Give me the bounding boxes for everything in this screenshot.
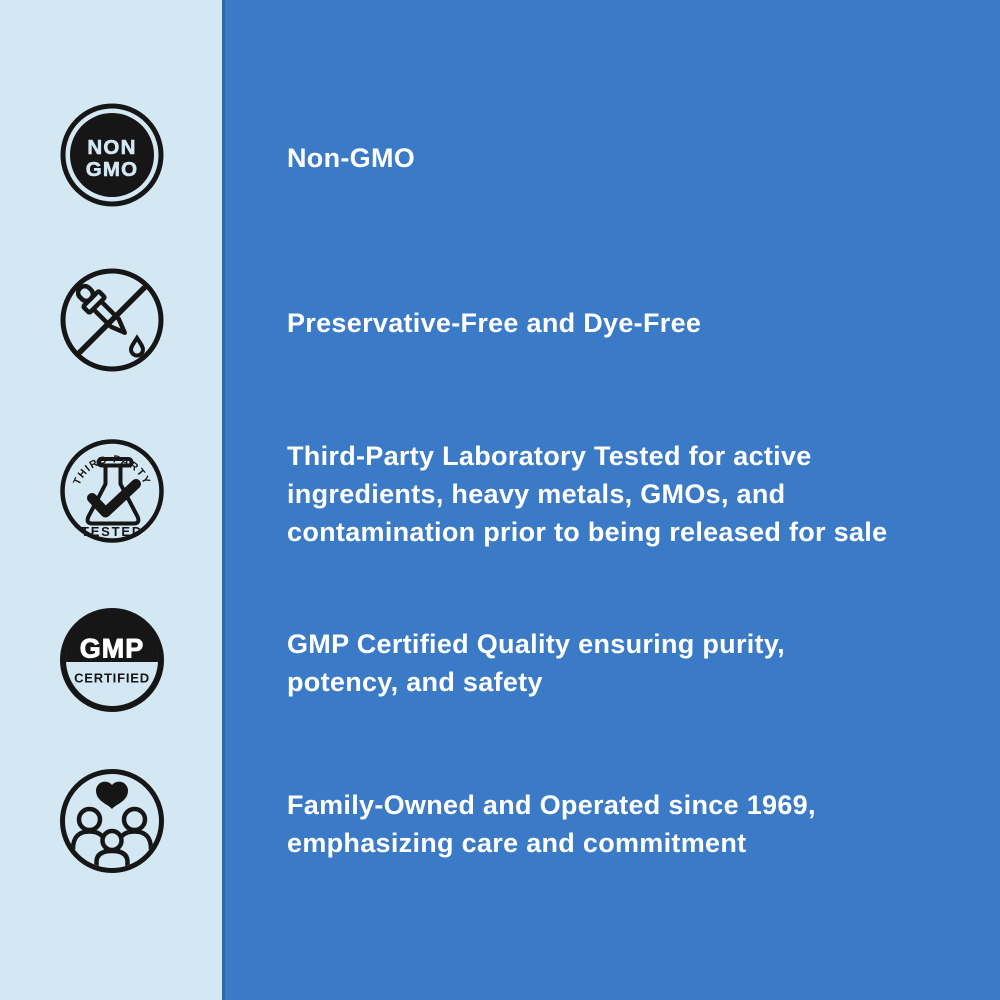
third-party-tested-icon: [60, 439, 164, 543]
feature-text-gmp: [287, 625, 785, 701]
feature-line: Non-GMO: [287, 143, 416, 173]
feature-text-family: [287, 786, 816, 862]
third-party-arc-text: THIRD PARTY: [71, 453, 153, 487]
feature-line: ingredients, heavy metals, GMOs, and: [287, 479, 786, 509]
third-party-bottom-text: TESTED: [80, 524, 144, 539]
heart-icon: [96, 782, 128, 809]
family-owned-icon: [60, 769, 164, 873]
feature-line: emphasizing care and commitment: [287, 828, 747, 858]
gmp-top-text: GMP: [79, 633, 145, 664]
no-dropper-icon: [60, 268, 164, 372]
feature-text-third-party: [287, 437, 887, 551]
gmp-certified-icon: [60, 608, 164, 712]
feature-row-third-party: [0, 439, 1000, 547]
feature-line: contamination prior to being released for sale: [287, 517, 888, 547]
gmp-bottom-text: CERTIFIED: [74, 670, 150, 686]
feature-line: Family-Owned and Operated since 1969,: [287, 790, 816, 820]
feature-line: potency, and safety: [287, 667, 543, 697]
feature-row-preservative-free: [0, 268, 1000, 372]
feature-line: GMP Certified Quality ensuring purity,: [287, 629, 785, 659]
feature-row-gmp: [0, 608, 1000, 712]
feature-text-non-gmo: [287, 139, 415, 177]
feature-row-non-gmo: [0, 103, 1000, 207]
feature-line: Third-Party Laboratory Tested for active: [287, 441, 812, 471]
non-gmo-badge-icon: [60, 103, 164, 207]
non-gmo-text-line2: GMO: [85, 158, 139, 181]
non-gmo-text-line1: NON: [87, 136, 137, 159]
feature-line: Preservative-Free and Dye-Free: [287, 308, 702, 338]
feature-text-preservative-free: [287, 304, 701, 342]
feature-row-family: [0, 769, 1000, 873]
